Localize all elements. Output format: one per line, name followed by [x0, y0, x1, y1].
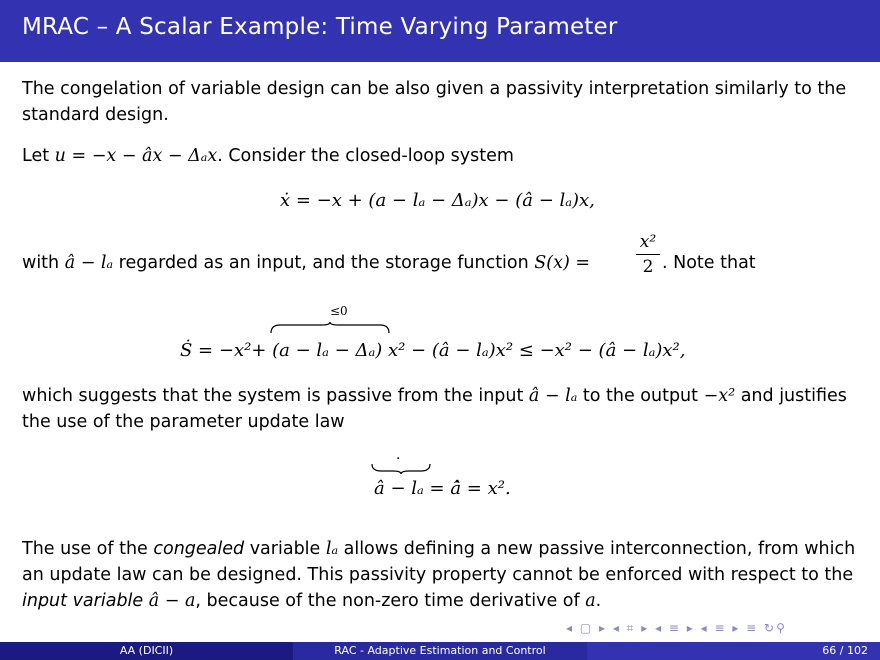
p5-variable-math: lₐ [325, 539, 339, 559]
footer-course: RAC - Adaptive Estimation and Control [293, 642, 587, 660]
footer-page-box [587, 642, 880, 660]
p4-a: which suggests that the system is passive from the input [22, 386, 529, 406]
overbrace-icon [270, 322, 390, 334]
equation-storage-derivative [180, 340, 685, 361]
dot-mark: · [396, 451, 401, 467]
eq2-brace-body: (a − lₐ − Δₐ) [272, 340, 383, 361]
equation-closed-loop [280, 190, 595, 211]
p4-b: to the output [577, 386, 704, 406]
paragraph-4 [22, 383, 862, 435]
eq2-tail: x² − (â − lₐ)x² ≤ −x² − (â − lₐ)x², [387, 340, 686, 361]
p5-b: variable [244, 539, 326, 559]
p3-math-input: â − lₐ [64, 253, 114, 273]
storage-function-math: S(x) = [534, 253, 591, 273]
p4-c: and justifies the use of the parameter update law [22, 386, 847, 432]
underbrace-icon [371, 463, 431, 475]
p5-c: allows defining a new passive interconnection, from which an update law can be designed. This passivity property cannot be enforced with respect to the [22, 539, 856, 585]
control-law-math: u = −x − âx − Δₐx [54, 146, 218, 166]
eq2-lead: Ṡ = −x²+ [180, 340, 267, 361]
fraction-numerator: x² [639, 232, 657, 252]
equation-update-law [374, 478, 511, 499]
paragraph-1: The congelation of variable design can be also given a passivity interpretation similarly to the standard design. [22, 79, 847, 125]
p5-a-math: a [585, 591, 596, 611]
p3-mid: regarded as an input, and the storage function [113, 253, 535, 273]
footer-page-number: 66 / 102 [822, 644, 868, 657]
equation-closed-loop-text: ẋ = −x + (a − lₐ − Δₐ)x − (â − lₐ)x, [280, 190, 595, 211]
fraction-denominator: 2 [642, 257, 654, 277]
p3-suffix: . Note that [662, 253, 756, 273]
beamer-navigation-icons[interactable]: ◂ ▢ ▸ ◂ ⌗ ▸ ◂ ≡ ▸ ◂ ≡ ▸ ≡ ↻⚲ [566, 621, 787, 635]
p5-a: The use of the [22, 539, 154, 559]
eq3-body: â − lₐ [374, 478, 424, 499]
p5-emphasis-congealed: congealed [153, 539, 245, 559]
paragraph-5 [22, 536, 862, 614]
slide-title-bar [0, 0, 880, 62]
p5-e: . [595, 591, 602, 611]
fraction-bar [636, 254, 660, 255]
p2-prefix: Let [22, 146, 55, 166]
p5-d: , because of the non-zero time derivative of [195, 591, 586, 611]
paragraph-2 [22, 143, 862, 169]
eq3-tail: = â̇ = x². [429, 478, 511, 499]
footer-author: AA (DICII) [0, 642, 293, 660]
p5-emphasis-input: input variable [22, 591, 144, 611]
p4-output-math: −x² [703, 386, 736, 406]
brace-label: ≤0 [330, 304, 348, 318]
slide-title: MRAC – A Scalar Example: Time Varying Parameter [22, 14, 618, 40]
p3-prefix: with [22, 253, 65, 273]
footer-bar [0, 642, 880, 660]
storage-fraction [636, 232, 660, 277]
p5-input-math: â − a [148, 591, 196, 611]
p4-input-math: â − lₐ [528, 386, 578, 406]
p2-suffix: . Consider the closed-loop system [217, 146, 514, 166]
